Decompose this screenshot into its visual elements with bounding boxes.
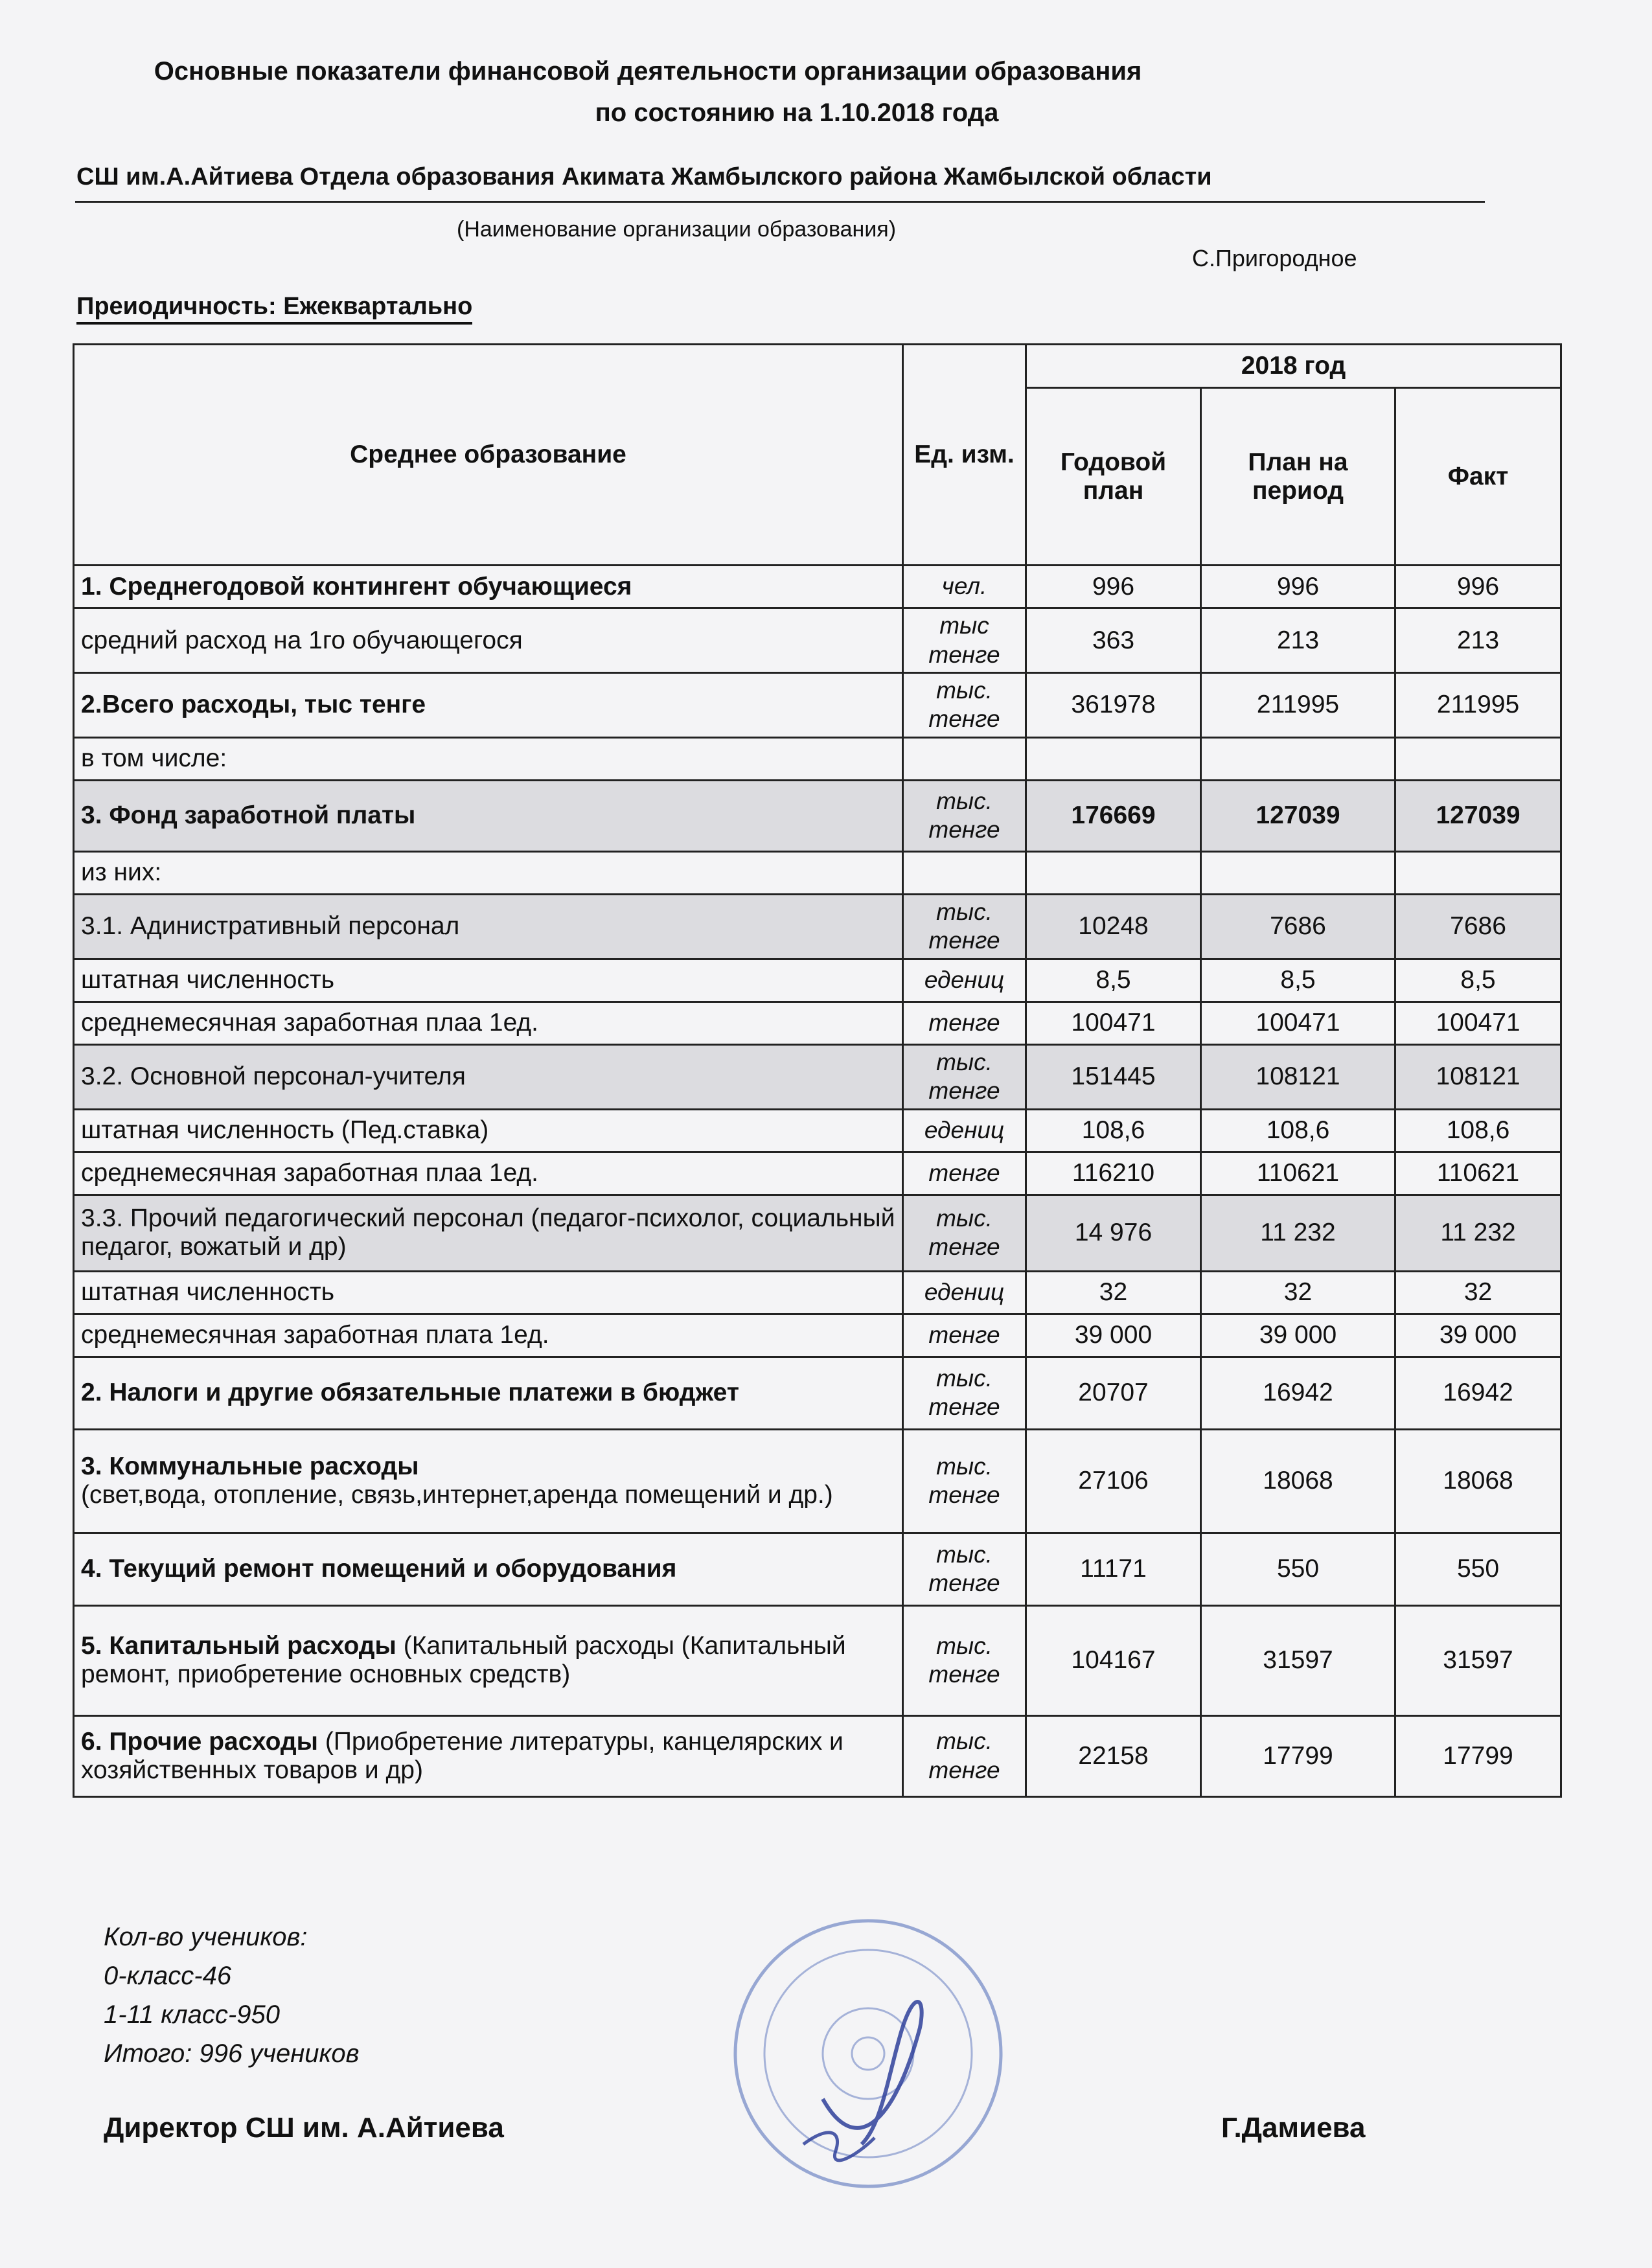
table-row bbox=[74, 1271, 1561, 1314]
table-row bbox=[74, 1195, 1561, 1271]
row-plan-year bbox=[1026, 851, 1201, 894]
table-row bbox=[74, 1357, 1561, 1429]
header-plan-period: План на период bbox=[1201, 388, 1395, 566]
financial-table bbox=[73, 343, 1562, 1798]
document-title-line2: по состоянию на 1.10.2018 года bbox=[595, 98, 999, 127]
row-plan-period bbox=[1201, 851, 1395, 894]
table-row bbox=[74, 673, 1561, 738]
row-label: 5. Капитальный расходы bbox=[81, 1632, 396, 1660]
row-plan-period: 32 bbox=[1201, 1271, 1395, 1314]
row-fact: 127039 bbox=[1395, 780, 1561, 851]
row-fact: 110621 bbox=[1395, 1152, 1561, 1195]
row-plan-year: 8,5 bbox=[1026, 959, 1201, 1002]
row-plan-year: 32 bbox=[1026, 1271, 1201, 1314]
row-label-cell bbox=[74, 1429, 903, 1533]
row-label: 3.3. Прочий педагогический персонал (педагог-психолог, социальный педагог, вожатый и др) bbox=[74, 1195, 903, 1271]
row-plan-period: 996 bbox=[1201, 566, 1395, 608]
row-label-extra: (Приобретение литературы, канцелярских и хозяйственных товаров и др) bbox=[81, 1727, 843, 1784]
header-year: 2018 год bbox=[1026, 345, 1561, 388]
table-row bbox=[74, 1044, 1561, 1109]
students-line2: 1-11 класс-950 bbox=[104, 2000, 280, 2029]
row-label: среднемесячная заработная плата 1ед. bbox=[74, 1314, 903, 1357]
table-row bbox=[74, 1152, 1561, 1195]
row-plan-year: 14 976 bbox=[1026, 1195, 1201, 1271]
row-plan-year: 108,6 bbox=[1026, 1109, 1201, 1152]
row-fact: 31597 bbox=[1395, 1605, 1561, 1715]
periodicity: Преиодичность: Ежеквартально bbox=[76, 293, 472, 325]
row-label: штатная численность bbox=[74, 1271, 903, 1314]
row-plan-year: 996 bbox=[1026, 566, 1201, 608]
row-plan-period: 31597 bbox=[1201, 1605, 1395, 1715]
row-label-cell bbox=[74, 1715, 903, 1796]
row-label: штатная численность (Пед.ставка) bbox=[74, 1109, 903, 1152]
row-label: из них: bbox=[74, 851, 903, 894]
row-unit: тыс тенге bbox=[903, 608, 1026, 673]
row-plan-year: 104167 bbox=[1026, 1605, 1201, 1715]
row-unit: тыс. тенге bbox=[903, 1605, 1026, 1715]
row-label-extra: (Капитальный расходы (Капитальный ремонт, приобретение основных средств) bbox=[81, 1632, 846, 1689]
row-label: средний расход на 1го обучающегося bbox=[74, 608, 903, 673]
table-row bbox=[74, 1002, 1561, 1044]
row-plan-period: 17799 bbox=[1201, 1715, 1395, 1796]
row-unit: тенге bbox=[903, 1002, 1026, 1044]
row-unit: тыс. тенге bbox=[903, 1533, 1026, 1605]
row-unit: едениц bbox=[903, 1109, 1026, 1152]
row-plan-year: 22158 bbox=[1026, 1715, 1201, 1796]
row-label: 4. Текущий ремонт помещений и оборудования bbox=[74, 1533, 903, 1605]
row-fact: 996 bbox=[1395, 566, 1561, 608]
row-unit: тыс. тенге bbox=[903, 780, 1026, 851]
official-stamp-icon bbox=[726, 1911, 1011, 2196]
table-row bbox=[74, 737, 1561, 780]
row-fact: 32 bbox=[1395, 1271, 1561, 1314]
row-unit: тыс. тенге bbox=[903, 673, 1026, 738]
table-row bbox=[74, 780, 1561, 851]
row-plan-year: 20707 bbox=[1026, 1357, 1201, 1429]
row-plan-year: 116210 bbox=[1026, 1152, 1201, 1195]
table-row bbox=[74, 1429, 1561, 1533]
row-fact: 11 232 bbox=[1395, 1195, 1561, 1271]
students-title: Кол-во учеников: bbox=[104, 1923, 308, 1951]
row-fact: 8,5 bbox=[1395, 959, 1561, 1002]
table-row bbox=[74, 1533, 1561, 1605]
row-plan-period: 100471 bbox=[1201, 1002, 1395, 1044]
row-plan-year bbox=[1026, 737, 1201, 780]
row-plan-year: 361978 bbox=[1026, 673, 1201, 738]
row-plan-year: 151445 bbox=[1026, 1044, 1201, 1109]
row-fact: 39 000 bbox=[1395, 1314, 1561, 1357]
row-plan-period: 213 bbox=[1201, 608, 1395, 673]
row-plan-period: 8,5 bbox=[1201, 959, 1395, 1002]
row-unit: чел. bbox=[903, 566, 1026, 608]
row-unit: тыс. тенге bbox=[903, 1044, 1026, 1109]
row-fact: 211995 bbox=[1395, 673, 1561, 738]
table-row bbox=[74, 959, 1561, 1002]
header-plan-year: Годовой план bbox=[1026, 388, 1201, 566]
row-unit: едениц bbox=[903, 1271, 1026, 1314]
row-fact: 17799 bbox=[1395, 1715, 1561, 1796]
header-unit-column: Ед. изм. bbox=[903, 345, 1026, 566]
row-label: 3.1. Адинистративный персонал bbox=[74, 894, 903, 959]
row-unit bbox=[903, 851, 1026, 894]
row-fact bbox=[1395, 737, 1561, 780]
row-unit: тыс. тенге bbox=[903, 1357, 1026, 1429]
row-label: среднемесячная заработная плаа 1ед. bbox=[74, 1152, 903, 1195]
row-fact: 7686 bbox=[1395, 894, 1561, 959]
row-label-extra: (свет,вода, отопление, связь,интернет,аренда помещений и др.) bbox=[81, 1481, 833, 1509]
table-row bbox=[74, 851, 1561, 894]
students-line1: 0-класс-46 bbox=[104, 1962, 232, 1990]
table-row bbox=[74, 1605, 1561, 1715]
table-row bbox=[74, 566, 1561, 608]
row-unit: тенге bbox=[903, 1152, 1026, 1195]
row-unit: едениц bbox=[903, 959, 1026, 1002]
row-plan-period: 108121 bbox=[1201, 1044, 1395, 1109]
row-label: 2.Всего расходы, тыс тенге bbox=[74, 673, 903, 738]
row-plan-period: 110621 bbox=[1201, 1152, 1395, 1195]
row-label-cell bbox=[74, 1605, 903, 1715]
row-unit bbox=[903, 737, 1026, 780]
organization-caption: (Наименование организации образования) bbox=[457, 217, 897, 242]
row-fact: 18068 bbox=[1395, 1429, 1561, 1533]
table-row bbox=[74, 1715, 1561, 1796]
students-total: Итого: 996 учеников bbox=[104, 2039, 360, 2068]
row-plan-period: 550 bbox=[1201, 1533, 1395, 1605]
row-plan-year: 27106 bbox=[1026, 1429, 1201, 1533]
row-plan-period bbox=[1201, 737, 1395, 780]
table-row bbox=[74, 1314, 1561, 1357]
row-label: 3. Коммунальные расходы bbox=[81, 1452, 419, 1481]
row-plan-period: 108,6 bbox=[1201, 1109, 1395, 1152]
row-fact: 108121 bbox=[1395, 1044, 1561, 1109]
row-plan-year: 11171 bbox=[1026, 1533, 1201, 1605]
table-row bbox=[74, 894, 1561, 959]
row-plan-year: 39 000 bbox=[1026, 1314, 1201, 1357]
table-row bbox=[74, 608, 1561, 673]
city-name: С.Пригородное bbox=[1192, 245, 1357, 271]
row-label: 6. Прочие расходы bbox=[81, 1727, 318, 1756]
director-title: Директор СШ им. А.Айтиева bbox=[104, 2112, 504, 2144]
row-fact: 108,6 bbox=[1395, 1109, 1561, 1152]
row-unit: тыс. тенге bbox=[903, 1429, 1026, 1533]
row-plan-period: 39 000 bbox=[1201, 1314, 1395, 1357]
row-fact: 550 bbox=[1395, 1533, 1561, 1605]
organization-name: СШ им.А.Айтиева Отдела образования Акимата Жамбылского района Жамбылской области bbox=[76, 163, 1212, 190]
students-block bbox=[104, 1918, 360, 2073]
row-plan-year: 176669 bbox=[1026, 780, 1201, 851]
row-fact: 16942 bbox=[1395, 1357, 1561, 1429]
row-fact bbox=[1395, 851, 1561, 894]
row-plan-period: 11 232 bbox=[1201, 1195, 1395, 1271]
row-plan-period: 211995 bbox=[1201, 673, 1395, 738]
row-unit: тыс. тенге bbox=[903, 1715, 1026, 1796]
row-plan-year: 10248 bbox=[1026, 894, 1201, 959]
row-label: среднемесячная заработная плаа 1ед. bbox=[74, 1002, 903, 1044]
row-plan-year: 363 bbox=[1026, 608, 1201, 673]
organization-underline bbox=[75, 201, 1485, 203]
row-unit: тыс. тенге bbox=[903, 894, 1026, 959]
row-label: штатная численность bbox=[74, 959, 903, 1002]
row-label: 1. Среднегодовой контингент обучающиеся bbox=[74, 566, 903, 608]
row-unit: тенге bbox=[903, 1314, 1026, 1357]
row-fact: 100471 bbox=[1395, 1002, 1561, 1044]
signer-name: Г.Дамиева bbox=[1221, 2112, 1366, 2144]
row-label: 2. Налоги и другие обязательные платежи в бюджет bbox=[74, 1357, 903, 1429]
row-label: 3. Фонд заработной платы bbox=[74, 780, 903, 851]
row-unit: тыс. тенге bbox=[903, 1195, 1026, 1271]
row-plan-period: 127039 bbox=[1201, 780, 1395, 851]
header-fact: Факт bbox=[1395, 388, 1561, 566]
row-plan-year: 100471 bbox=[1026, 1002, 1201, 1044]
header-name-column: Среднее образование bbox=[74, 345, 903, 566]
row-fact: 213 bbox=[1395, 608, 1561, 673]
signature-mark bbox=[823, 2002, 922, 2144]
row-plan-period: 16942 bbox=[1201, 1357, 1395, 1429]
row-label: 3.2. Основной персонал-учителя bbox=[74, 1044, 903, 1109]
document-title-line1: Основные показатели финансовой деятельности организации образования bbox=[154, 57, 1142, 86]
row-label: в том числе: bbox=[74, 737, 903, 780]
row-plan-period: 7686 bbox=[1201, 894, 1395, 959]
row-plan-period: 18068 bbox=[1201, 1429, 1395, 1533]
table-row bbox=[74, 1109, 1561, 1152]
